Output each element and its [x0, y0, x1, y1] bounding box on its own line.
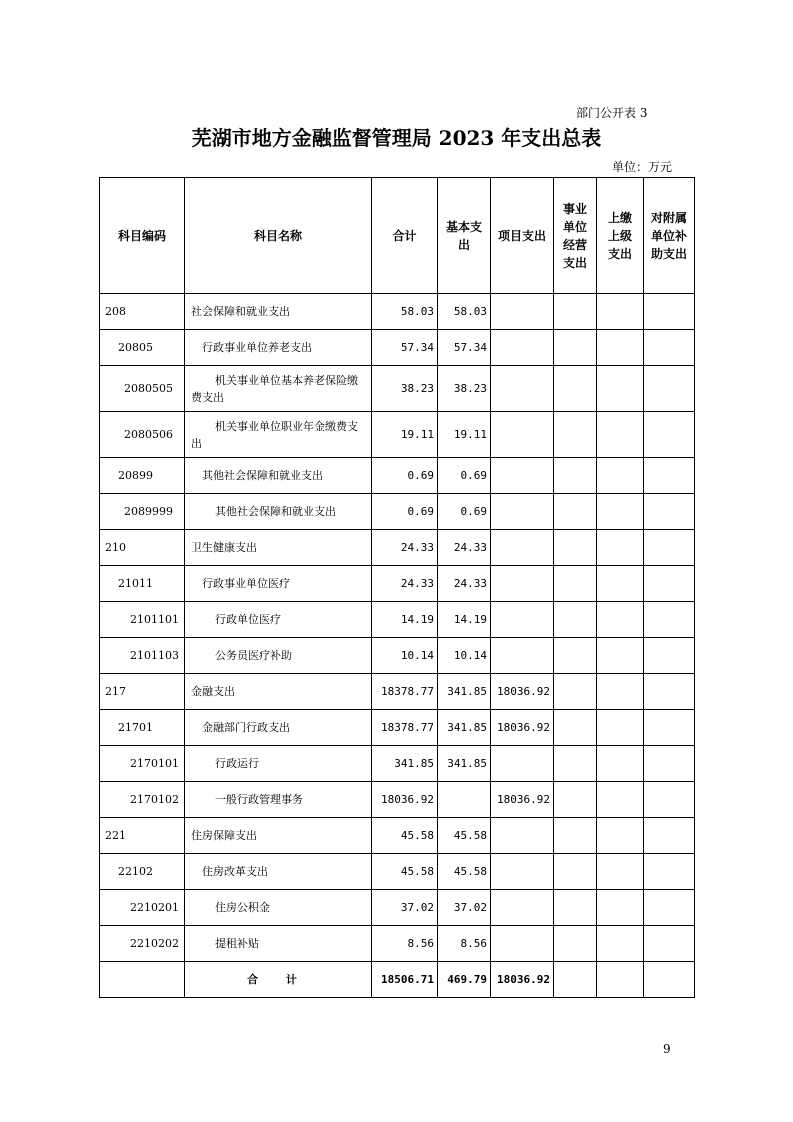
row-subsidy: [644, 294, 695, 330]
row-total: 24.33: [372, 566, 438, 602]
row-subsidy: [644, 710, 695, 746]
row-subsidy: [644, 674, 695, 710]
col-header-total: 合计: [372, 178, 438, 294]
row-name: 一般行政管理事务: [185, 782, 372, 818]
row-project: 18036.92: [491, 782, 554, 818]
row-basic: 19.11: [438, 412, 491, 458]
row-project: [491, 566, 554, 602]
table-row: [100, 926, 695, 962]
row-code: 2170101: [100, 746, 185, 782]
row-subsidy: [644, 926, 695, 962]
row-code: 21701: [100, 710, 185, 746]
row-total: 57.34: [372, 330, 438, 366]
row-total: 18378.77: [372, 674, 438, 710]
row-business: [554, 710, 597, 746]
row-business: [554, 638, 597, 674]
row-basic: 8.56: [438, 926, 491, 962]
row-code: 22102: [100, 854, 185, 890]
row-business: [554, 854, 597, 890]
row-subsidy: [644, 854, 695, 890]
table-row: [100, 674, 695, 710]
col-header-basic: 基本支出: [438, 178, 491, 294]
row-subsidy: [644, 566, 695, 602]
row-upper: [597, 294, 644, 330]
row-basic: 24.33: [438, 566, 491, 602]
row-name: 公务员医疗补助: [185, 638, 372, 674]
row-project: [491, 330, 554, 366]
table-row: [100, 494, 695, 530]
row-business: [554, 926, 597, 962]
row-basic: 341.85: [438, 710, 491, 746]
row-upper: [597, 710, 644, 746]
row-name: 行政单位医疗: [185, 602, 372, 638]
col-header-name: 科目名称: [185, 178, 372, 294]
row-total: 45.58: [372, 818, 438, 854]
total-code-cell: [100, 962, 185, 998]
row-total: 45.58: [372, 854, 438, 890]
row-basic: 0.69: [438, 494, 491, 530]
table-row: [100, 566, 695, 602]
row-basic: 58.03: [438, 294, 491, 330]
total-row: [100, 962, 695, 998]
row-business: [554, 566, 597, 602]
row-project: [491, 746, 554, 782]
row-upper: [597, 458, 644, 494]
row-total: 8.56: [372, 926, 438, 962]
row-upper: [597, 638, 644, 674]
row-code: 2210201: [100, 890, 185, 926]
row-basic: 57.34: [438, 330, 491, 366]
table-row: [100, 458, 695, 494]
row-business: [554, 458, 597, 494]
total-project: 18036.92: [491, 962, 554, 998]
row-name: 机关事业单位职业年金缴费支出: [185, 412, 372, 458]
row-project: [491, 602, 554, 638]
table-row: [100, 638, 695, 674]
row-upper: [597, 366, 644, 412]
row-code: 2089999: [100, 494, 185, 530]
row-code: 221: [100, 818, 185, 854]
row-upper: [597, 818, 644, 854]
row-upper: [597, 494, 644, 530]
row-code: 2101103: [100, 638, 185, 674]
total-amount: 18506.71: [372, 962, 438, 998]
table-row: [100, 412, 695, 458]
row-total: 58.03: [372, 294, 438, 330]
row-project: [491, 926, 554, 962]
table-row: [100, 602, 695, 638]
row-total: 18036.92: [372, 782, 438, 818]
row-subsidy: [644, 746, 695, 782]
row-subsidy: [644, 890, 695, 926]
header-row: [100, 178, 695, 294]
row-subsidy: [644, 530, 695, 566]
row-subsidy: [644, 458, 695, 494]
row-subsidy: [644, 602, 695, 638]
row-name: 卫生健康支出: [185, 530, 372, 566]
row-name: 行政事业单位医疗: [185, 566, 372, 602]
row-name: 住房公积金: [185, 890, 372, 926]
row-project: [491, 494, 554, 530]
row-business: [554, 818, 597, 854]
total-label: 合 计: [185, 962, 372, 998]
page-number: 9: [663, 1042, 671, 1056]
form-number: 部门公开表 3: [576, 106, 648, 120]
row-name: 提租补贴: [185, 926, 372, 962]
row-project: [491, 854, 554, 890]
row-total: 24.33: [372, 530, 438, 566]
row-project: [491, 890, 554, 926]
row-upper: [597, 746, 644, 782]
row-project: [491, 638, 554, 674]
row-basic: 341.85: [438, 674, 491, 710]
row-business: [554, 330, 597, 366]
row-total: 0.69: [372, 494, 438, 530]
unit-label: 单位：万元: [612, 160, 673, 174]
row-basic: 38.23: [438, 366, 491, 412]
col-header-upper: 上缴上级支出: [597, 178, 644, 294]
table-row: [100, 366, 695, 412]
row-name: 住房改革支出: [185, 854, 372, 890]
row-upper: [597, 602, 644, 638]
row-total: 0.69: [372, 458, 438, 494]
total-basic: 469.79: [438, 962, 491, 998]
row-subsidy: [644, 638, 695, 674]
row-upper: [597, 782, 644, 818]
row-total: 341.85: [372, 746, 438, 782]
table-row: [100, 530, 695, 566]
total-upper: [597, 962, 644, 998]
row-code: 20899: [100, 458, 185, 494]
row-upper: [597, 412, 644, 458]
table-row: [100, 890, 695, 926]
row-subsidy: [644, 818, 695, 854]
row-name: 金融部门行政支出: [185, 710, 372, 746]
col-header-code: 科目编码: [100, 178, 185, 294]
row-upper: [597, 566, 644, 602]
row-business: [554, 674, 597, 710]
row-name: 其他社会保障和就业支出: [185, 458, 372, 494]
row-basic: 45.58: [438, 818, 491, 854]
row-code: 208: [100, 294, 185, 330]
row-upper: [597, 890, 644, 926]
table-row: [100, 710, 695, 746]
row-code: 21011: [100, 566, 185, 602]
table-row: [100, 818, 695, 854]
row-business: [554, 746, 597, 782]
row-subsidy: [644, 782, 695, 818]
table-row: [100, 294, 695, 330]
row-code: 217: [100, 674, 185, 710]
row-project: [491, 458, 554, 494]
row-basic: 10.14: [438, 638, 491, 674]
row-code: 2101101: [100, 602, 185, 638]
row-total: 18378.77: [372, 710, 438, 746]
row-name: 行政运行: [185, 746, 372, 782]
row-business: [554, 366, 597, 412]
row-basic: 341.85: [438, 746, 491, 782]
row-total: 37.02: [372, 890, 438, 926]
table-row: [100, 854, 695, 890]
row-name: 社会保障和就业支出: [185, 294, 372, 330]
row-upper: [597, 926, 644, 962]
row-basic: 45.58: [438, 854, 491, 890]
row-basic: 14.19: [438, 602, 491, 638]
total-subsidy: [644, 962, 695, 998]
row-business: [554, 412, 597, 458]
col-header-business: 事业单位经营支出: [554, 178, 597, 294]
expenditure-table: [99, 177, 695, 998]
row-project: [491, 366, 554, 412]
row-name: 行政事业单位养老支出: [185, 330, 372, 366]
row-subsidy: [644, 494, 695, 530]
row-upper: [597, 674, 644, 710]
row-upper: [597, 330, 644, 366]
row-code: 2080505: [100, 366, 185, 412]
row-code: 20805: [100, 330, 185, 366]
row-project: [491, 818, 554, 854]
col-header-subsidy: 对附属单位补助支出: [644, 178, 695, 294]
row-total: 14.19: [372, 602, 438, 638]
table-row: [100, 746, 695, 782]
table-row: [100, 330, 695, 366]
row-project: [491, 412, 554, 458]
row-name: 其他社会保障和就业支出: [185, 494, 372, 530]
page-title: 芜湖市地方金融监督管理局 2023 年支出总表: [191, 126, 602, 150]
row-name: 住房保障支出: [185, 818, 372, 854]
row-upper: [597, 530, 644, 566]
row-name: 机关事业单位基本养老保险缴费支出: [185, 366, 372, 412]
row-business: [554, 782, 597, 818]
row-total: 10.14: [372, 638, 438, 674]
row-basic: 0.69: [438, 458, 491, 494]
total-business: [554, 962, 597, 998]
row-project: 18036.92: [491, 674, 554, 710]
row-business: [554, 294, 597, 330]
row-business: [554, 890, 597, 926]
row-subsidy: [644, 366, 695, 412]
row-code: 2170102: [100, 782, 185, 818]
row-project: [491, 530, 554, 566]
row-upper: [597, 854, 644, 890]
col-header-project: 项目支出: [491, 178, 554, 294]
table-row: [100, 782, 695, 818]
row-project: [491, 294, 554, 330]
row-total: 38.23: [372, 366, 438, 412]
row-basic: [438, 782, 491, 818]
row-business: [554, 494, 597, 530]
row-code: 210: [100, 530, 185, 566]
row-project: 18036.92: [491, 710, 554, 746]
row-business: [554, 530, 597, 566]
row-subsidy: [644, 412, 695, 458]
row-business: [554, 602, 597, 638]
row-code: 2210202: [100, 926, 185, 962]
row-name: 金融支出: [185, 674, 372, 710]
row-code: 2080506: [100, 412, 185, 458]
row-subsidy: [644, 330, 695, 366]
row-basic: 37.02: [438, 890, 491, 926]
row-total: 19.11: [372, 412, 438, 458]
row-basic: 24.33: [438, 530, 491, 566]
